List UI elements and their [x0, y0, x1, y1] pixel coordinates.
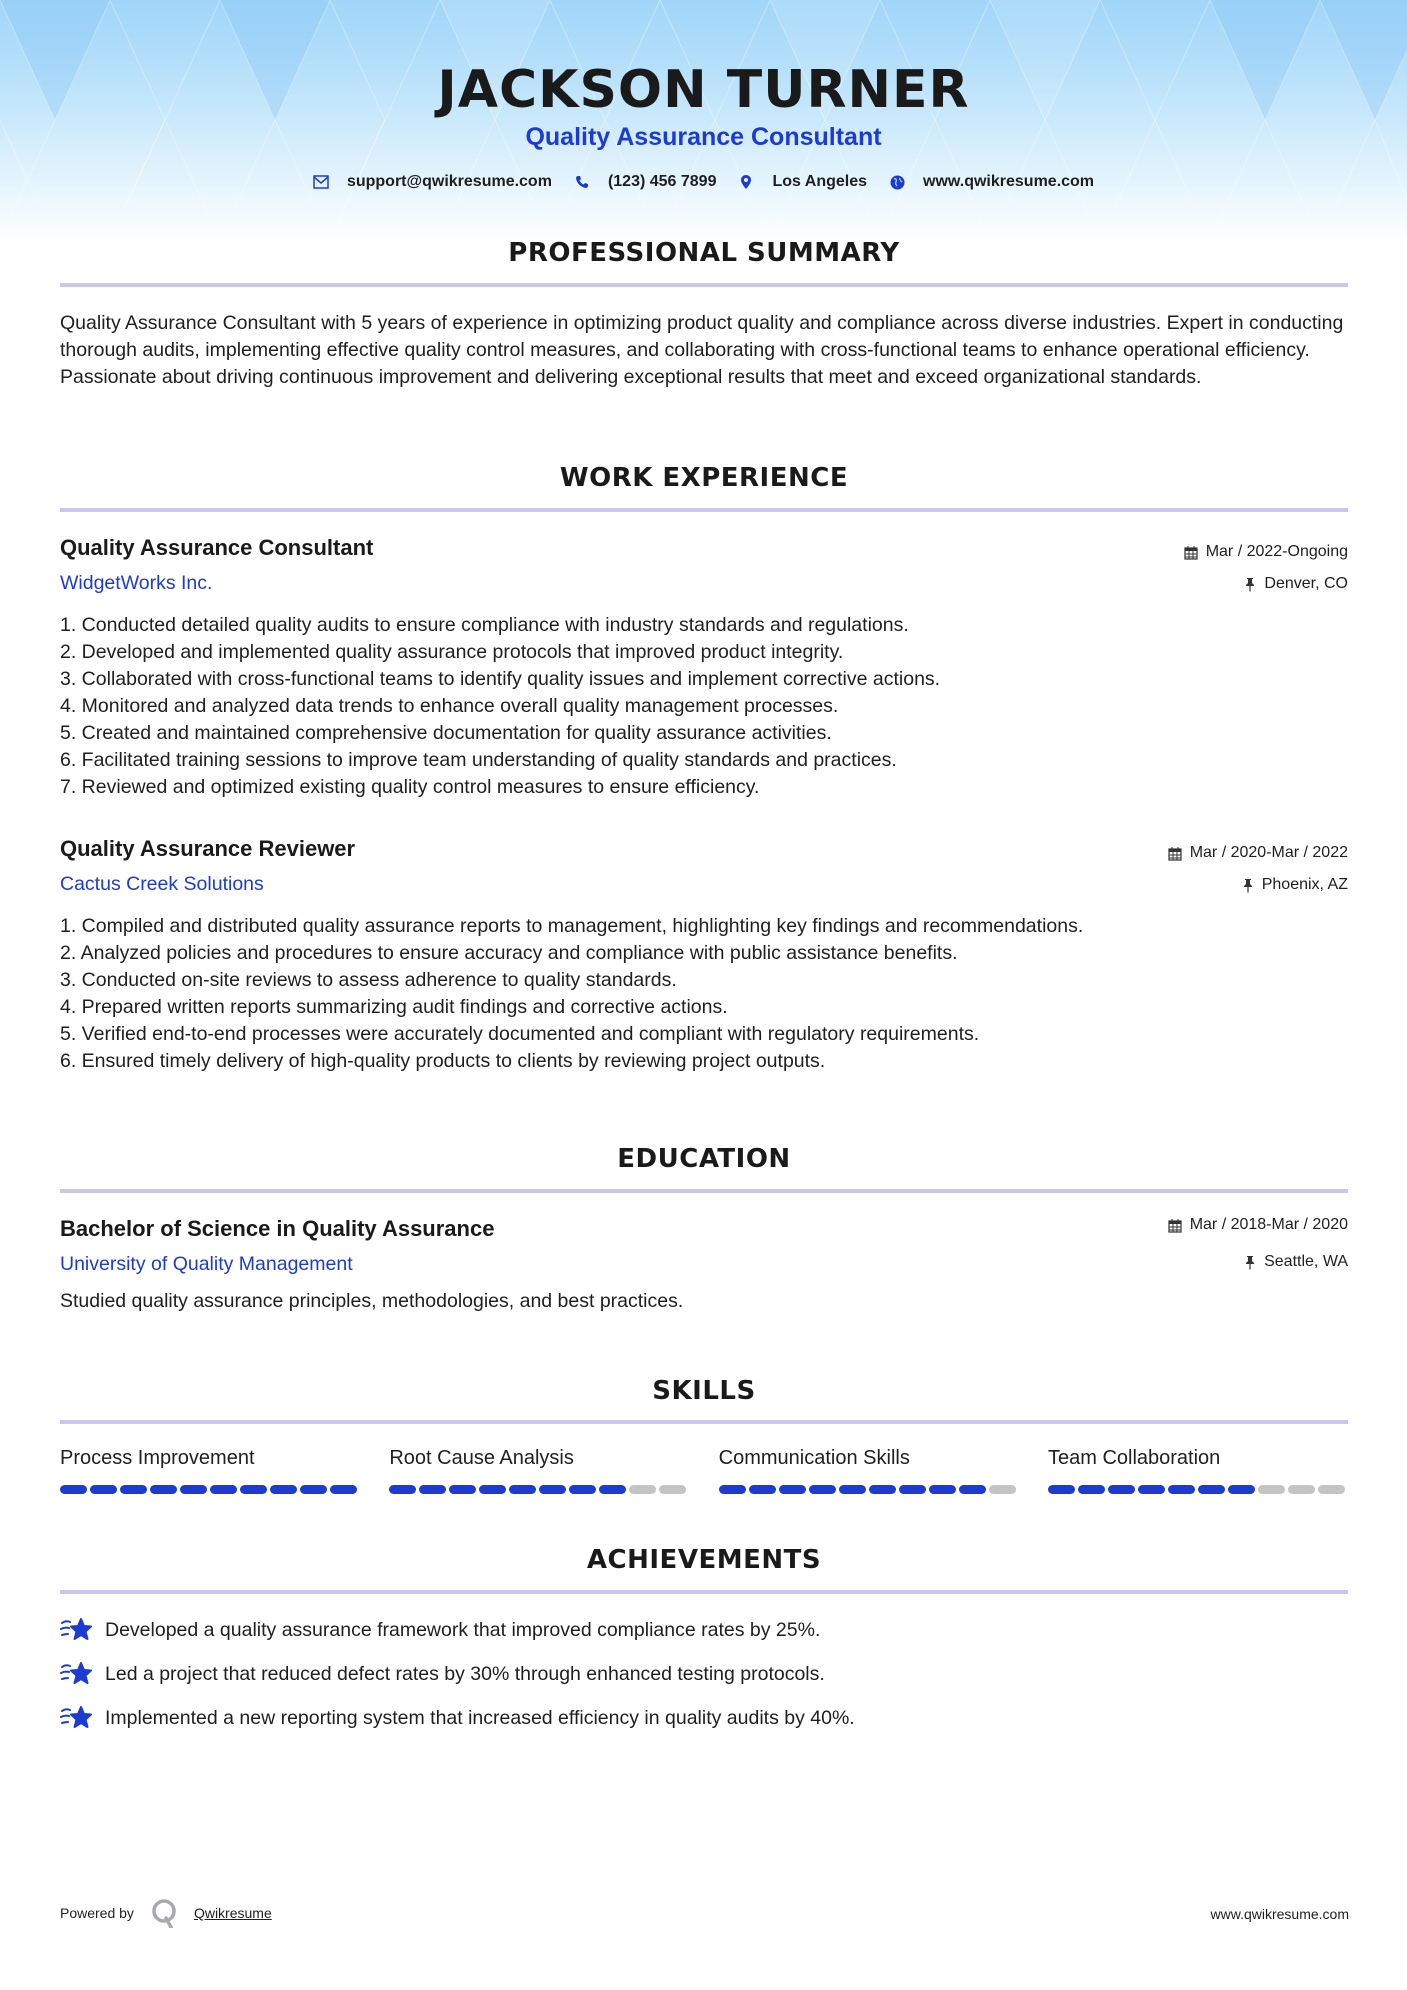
- education-location: [1244, 1253, 1348, 1271]
- skill-segment-filled: [240, 1485, 267, 1494]
- skill-segment-empty: [629, 1485, 656, 1494]
- skill-segment-filled: [869, 1485, 896, 1494]
- shooting-star-icon: [60, 1659, 94, 1689]
- section-divider: [60, 283, 1348, 287]
- skill-segment-filled: [120, 1485, 147, 1494]
- pushpin-icon: [1242, 878, 1254, 893]
- summary-text: Quality Assurance Consultant with 5 years of experience in optimizing product quality and compliance across diverse industries. Expert in conducting thorough audits, implementing effective quality control measures, and collaborating with cross-functional teams to enhance operational efficiency. Passionate about driving continuous improvement and delivering exceptional results that meet and exceed organizational standards.: [60, 312, 1344, 388]
- location-text: Los Angeles: [772, 173, 868, 190]
- section-heading-achievements: ACHIEVEMENTS: [586, 1545, 822, 1575]
- contact-website[interactable]: [889, 173, 1094, 191]
- achievement-item: [60, 1608, 855, 1652]
- skill-segment-filled: [719, 1485, 746, 1494]
- qwikresume-link[interactable]: Qwikresume: [193, 1905, 272, 1921]
- section-heading-summary: PROFESSIONAL SUMMARY: [508, 238, 900, 268]
- skill-segment-filled: [449, 1485, 476, 1494]
- contact-location: [738, 173, 867, 191]
- skill-segment-filled: [1228, 1485, 1255, 1494]
- skills-list: [60, 1445, 1348, 1494]
- job-dates: [1168, 844, 1348, 862]
- calendar-icon: [1184, 545, 1198, 560]
- globe-icon: [889, 174, 905, 190]
- job-location-text: Phoenix, AZ: [1261, 876, 1348, 893]
- job-location: [1242, 876, 1348, 894]
- job-location-text: Denver, CO: [1264, 575, 1348, 592]
- skill-item: [60, 1445, 360, 1494]
- contact-phone[interactable]: [574, 173, 717, 191]
- skill-segment-filled: [899, 1485, 926, 1494]
- job-company: Cactus Creek Solutions: [60, 873, 264, 895]
- email-text: support@qwikresume.com: [346, 173, 552, 190]
- skill-segment-filled: [389, 1485, 416, 1494]
- resume-header: [0, 0, 1407, 194]
- skill-level-bar: [1048, 1485, 1348, 1494]
- website-text: www.qwikresume.com: [923, 173, 1095, 190]
- section-heading-experience: WORK EXPERIENCE: [559, 463, 849, 493]
- skill-name: Root Cause Analysis: [389, 1447, 574, 1469]
- education-dates-text: Mar / 2018-Mar / 2020: [1189, 1216, 1348, 1233]
- skill-level-bar: [719, 1485, 1019, 1494]
- section-divider: [60, 1590, 1348, 1594]
- calendar-icon: [1168, 1218, 1182, 1233]
- job-bullet: 1. Compiled and distributed quality assurance reports to management, highlighting key findings and recommendations.: [60, 915, 1084, 937]
- job-bullet: 1. Conducted detailed quality audits to ensure compliance with industry standards and regulations.: [60, 614, 909, 636]
- job-bullet: 2. Analyzed policies and procedures to ensure accuracy and compliance with public assistance benefits.: [60, 942, 958, 964]
- skill-segment-filled: [330, 1485, 357, 1494]
- pushpin-icon: [1244, 577, 1256, 592]
- skill-segment-filled: [1048, 1485, 1075, 1494]
- skill-segment-filled: [749, 1485, 776, 1494]
- section-heading-education: EDUCATION: [617, 1144, 791, 1174]
- job-bullet: 3. Collaborated with cross-functional teams to identify quality issues and implement corrective actions.: [60, 668, 941, 690]
- skill-segment-filled: [929, 1485, 956, 1494]
- map-pin-icon: [738, 174, 754, 190]
- shooting-star-icon: [60, 1615, 94, 1645]
- contact-email[interactable]: [313, 173, 552, 191]
- qwikresume-logo-icon: [150, 1898, 180, 1928]
- skill-segment-filled: [419, 1485, 446, 1494]
- skill-segment-filled: [599, 1485, 626, 1494]
- skill-segment-filled: [1198, 1485, 1225, 1494]
- job-dates-text: Mar / 2022-Ongoing: [1205, 543, 1348, 560]
- education-description: Studied quality assurance principles, methodologies, and best practices.: [60, 1290, 684, 1312]
- section-divider: [60, 1420, 1348, 1424]
- education-dates: [1168, 1216, 1348, 1234]
- job-bullet: 4. Monitored and analyzed data trends to enhance overall quality management processes.: [60, 695, 839, 717]
- achievement-text: Developed a quality assurance framework that improved compliance rates by 25%.: [105, 1618, 821, 1641]
- skill-segment-filled: [1078, 1485, 1105, 1494]
- skill-segment-empty: [659, 1485, 686, 1494]
- job-company: WidgetWorks Inc.: [60, 572, 213, 594]
- skill-segment-filled: [809, 1485, 836, 1494]
- contact-bar: [0, 170, 1407, 194]
- skill-item: [1048, 1445, 1348, 1494]
- skill-item: [719, 1445, 1019, 1494]
- shooting-star-icon: [60, 1703, 94, 1733]
- envelope-icon: [313, 174, 329, 190]
- achievement-text: Led a project that reduced defect rates by 30% through enhanced testing protocols.: [105, 1662, 825, 1685]
- skill-segment-filled: [150, 1485, 177, 1494]
- skill-item: [389, 1445, 689, 1494]
- job-bullets: [60, 913, 1348, 1075]
- calendar-icon: [1168, 846, 1182, 861]
- skill-segment-filled: [479, 1485, 506, 1494]
- job-bullets: [60, 612, 1348, 801]
- skill-segment-empty: [1288, 1485, 1315, 1494]
- skill-segment-filled: [509, 1485, 536, 1494]
- pushpin-icon: [1244, 1255, 1256, 1270]
- skill-segment-empty: [1258, 1485, 1285, 1494]
- skill-segment-empty: [1318, 1485, 1345, 1494]
- skill-level-bar: [389, 1485, 689, 1494]
- footer-powered-by: [60, 1898, 272, 1928]
- skill-segment-filled: [210, 1485, 237, 1494]
- phone-icon: [574, 174, 590, 190]
- skill-segment-filled: [270, 1485, 297, 1494]
- skill-segment-filled: [839, 1485, 866, 1494]
- job-bullet: 5. Verified end-to-end processes were accurately documented and compliant with regulatory requirements.: [60, 1023, 980, 1045]
- job-bullet: 7. Reviewed and optimized existing quality control measures to ensure efficiency.: [60, 776, 760, 798]
- job-bullet: 6. Facilitated training sessions to improve team understanding of quality standards and practices.: [60, 749, 897, 771]
- achievement-item: [60, 1696, 855, 1740]
- skill-segment-filled: [180, 1485, 207, 1494]
- skill-segment-filled: [779, 1485, 806, 1494]
- degree-title: Bachelor of Science in Quality Assurance: [60, 1216, 495, 1241]
- job-bullet: 6. Ensured timely delivery of high-quality products to clients by reviewing project outputs.: [60, 1050, 826, 1072]
- job-dates-text: Mar / 2020-Mar / 2022: [1189, 844, 1348, 861]
- job-dates: [1184, 543, 1348, 561]
- powered-by-label: Powered by: [60, 1905, 134, 1921]
- job-title: Quality Assurance Consultant: [60, 535, 374, 560]
- skill-segment-filled: [959, 1485, 986, 1494]
- skill-segment-filled: [539, 1485, 566, 1494]
- school-name: University of Quality Management: [60, 1253, 353, 1275]
- skill-name: Communication Skills: [718, 1447, 910, 1469]
- job-bullet: 2. Developed and implemented quality assurance protocols that improved product integrity.: [60, 641, 844, 663]
- section-divider: [60, 1189, 1348, 1193]
- job-bullet: 4. Prepared written reports summarizing audit findings and corrective actions.: [60, 996, 728, 1018]
- skill-level-bar: [60, 1485, 360, 1494]
- section-heading-skills: SKILLS: [652, 1376, 756, 1406]
- achievement-item: [60, 1652, 855, 1696]
- skill-segment-filled: [60, 1485, 87, 1494]
- job-title: Quality Assurance Reviewer: [60, 836, 356, 861]
- footer-website[interactable]: www.qwikresume.com: [1210, 1906, 1349, 1922]
- skill-segment-filled: [300, 1485, 327, 1494]
- skill-segment-filled: [1108, 1485, 1135, 1494]
- skill-segment-filled: [1168, 1485, 1195, 1494]
- skill-segment-filled: [1138, 1485, 1165, 1494]
- candidate-name: JACKSON TURNER: [437, 60, 970, 120]
- education-location-text: Seattle, WA: [1264, 1253, 1348, 1270]
- section-divider: [60, 508, 1348, 512]
- candidate-title: Quality Assurance Consultant: [525, 123, 882, 151]
- skill-segment-empty: [989, 1485, 1016, 1494]
- job-bullet: 3. Conducted on-site reviews to assess adherence to quality standards.: [60, 969, 677, 991]
- skill-name: Team Collaboration: [1047, 1447, 1221, 1469]
- achievements-list: [60, 1608, 855, 1740]
- skill-segment-filled: [90, 1485, 117, 1494]
- skill-segment-filled: [569, 1485, 596, 1494]
- skill-name: Process Improvement: [60, 1447, 255, 1469]
- job-location: [1244, 575, 1348, 593]
- achievement-text: Implemented a new reporting system that increased efficiency in quality audits by 40%.: [105, 1706, 855, 1729]
- job-bullet: 5. Created and maintained comprehensive documentation for quality assurance activities.: [60, 722, 832, 744]
- phone-text: (123) 456 7899: [607, 173, 717, 190]
